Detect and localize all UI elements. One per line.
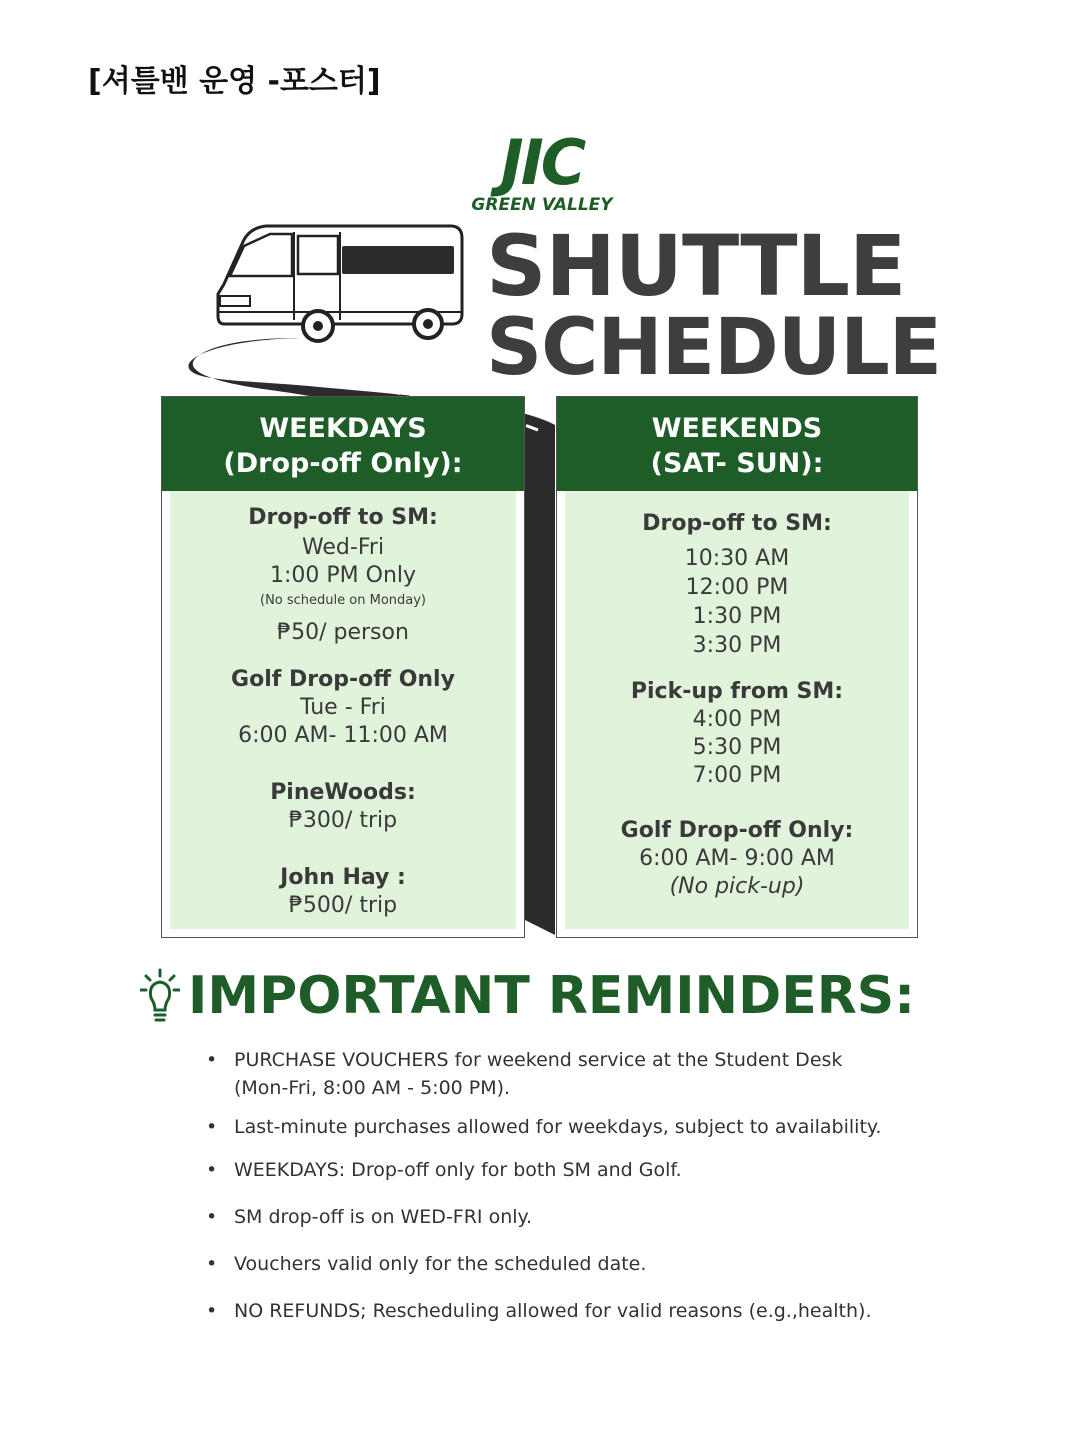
reminder-item [206,1297,871,1325]
weekdays-golf-label: Golf Drop-off Only [231,667,455,692]
weekends-golf-label: Golf Drop-off Only: [620,818,854,843]
logo-brand: JIC [500,126,584,199]
weekdays-johnhay-label: John Hay : [280,865,406,890]
reminder-text: Vouchers valid only for the scheduled date. [234,1253,647,1275]
reminder-item [206,1113,881,1141]
weekends-golf-note: (No pick-up) [669,874,805,899]
bullet: • [206,1159,218,1181]
reminder-text: NO REFUNDS; Rescheduling allowed for valid reasons (e.g.,health). [234,1300,872,1322]
reminder-text: (Mon-Fri, 8:00 AM - 5:00 PM). [234,1077,511,1099]
weekends-panel [556,396,918,938]
weekdays-sm-days: Wed-Fri [301,535,385,560]
weekends-pickup-time: 7:00 PM [692,763,782,788]
lightbulb-icon [140,968,180,1028]
bullet: • [206,1300,218,1322]
reminder-item [206,1203,532,1231]
weekends-dropoff-time: 12:00 PM [685,575,789,600]
weekdays-heading [162,397,524,491]
reminder-text: SM drop-off is on WED-FRI only. [234,1206,533,1228]
reminder-item [206,1250,646,1278]
jic-logo [462,126,622,215]
title-line2: SCHEDULE [486,303,942,393]
weekdays-sm-note: (No schedule on Monday) [260,593,426,608]
weekends-body [565,491,909,929]
weekdays-sm-price: ₱50/ person [277,620,409,645]
weekends-dropoff-time: 3:30 PM [692,633,782,658]
weekends-dropoff-label: Drop-off to SM: [642,511,832,536]
weekdays-pinewoods-price: ₱300/ trip [288,808,398,833]
weekends-heading-line1: WEEKENDS [651,413,823,444]
weekends-pickup-label: Pick-up from SM: [630,679,844,704]
weekdays-body [170,491,516,929]
bullet: • [206,1049,218,1071]
reminder-text: Last-minute purchases allowed for weekdays, subject to availability. [234,1116,882,1138]
weekdays-panel [161,396,525,938]
weekdays-sm-label: Drop-off to SM: [248,505,438,530]
weekdays-pinewoods-label: PineWoods: [270,780,416,805]
weekends-pickup-time: 5:30 PM [692,735,782,760]
reminder-text: PURCHASE VOUCHERS for weekend service at the Student Desk [234,1049,843,1071]
logo-subtitle: GREEN VALLEY [471,195,613,215]
weekdays-sm-time: 1:00 PM Only [269,563,417,588]
title-line1: SHUTTLE [486,217,906,315]
bullet: • [206,1253,218,1275]
weekdays-heading-line1: WEEKDAYS [259,413,427,444]
weekends-dropoff-time: 10:30 AM [684,546,790,571]
bullet: • [206,1206,218,1228]
weekdays-johnhay-price: ₱500/ trip [288,893,398,918]
van-illustration [214,222,466,346]
bullet: • [206,1116,218,1138]
weekends-pickup-time: 4:00 PM [692,707,782,732]
weekends-dropoff-time: 1:30 PM [692,604,782,629]
weekdays-golf-days: Tue - Fri [300,695,386,720]
weekends-heading [557,397,917,491]
reminders-heading: IMPORTANT REMINDERS: [188,966,916,1026]
weekdays-golf-time: 6:00 AM- 11:00 AM [238,723,448,748]
weekends-golf-time: 6:00 AM- 9:00 AM [639,846,835,871]
reminder-item [206,1046,842,1102]
reminder-text: WEEKDAYS: Drop-off only for both SM and Golf. [234,1159,682,1181]
reminder-item [206,1156,682,1184]
page-title: [셔틀밴 운영 -포스터] [88,64,381,99]
weekdays-heading-line2: (Drop-off Only): [223,448,463,479]
weekends-heading-line2: (SAT- SUN): [650,448,824,479]
